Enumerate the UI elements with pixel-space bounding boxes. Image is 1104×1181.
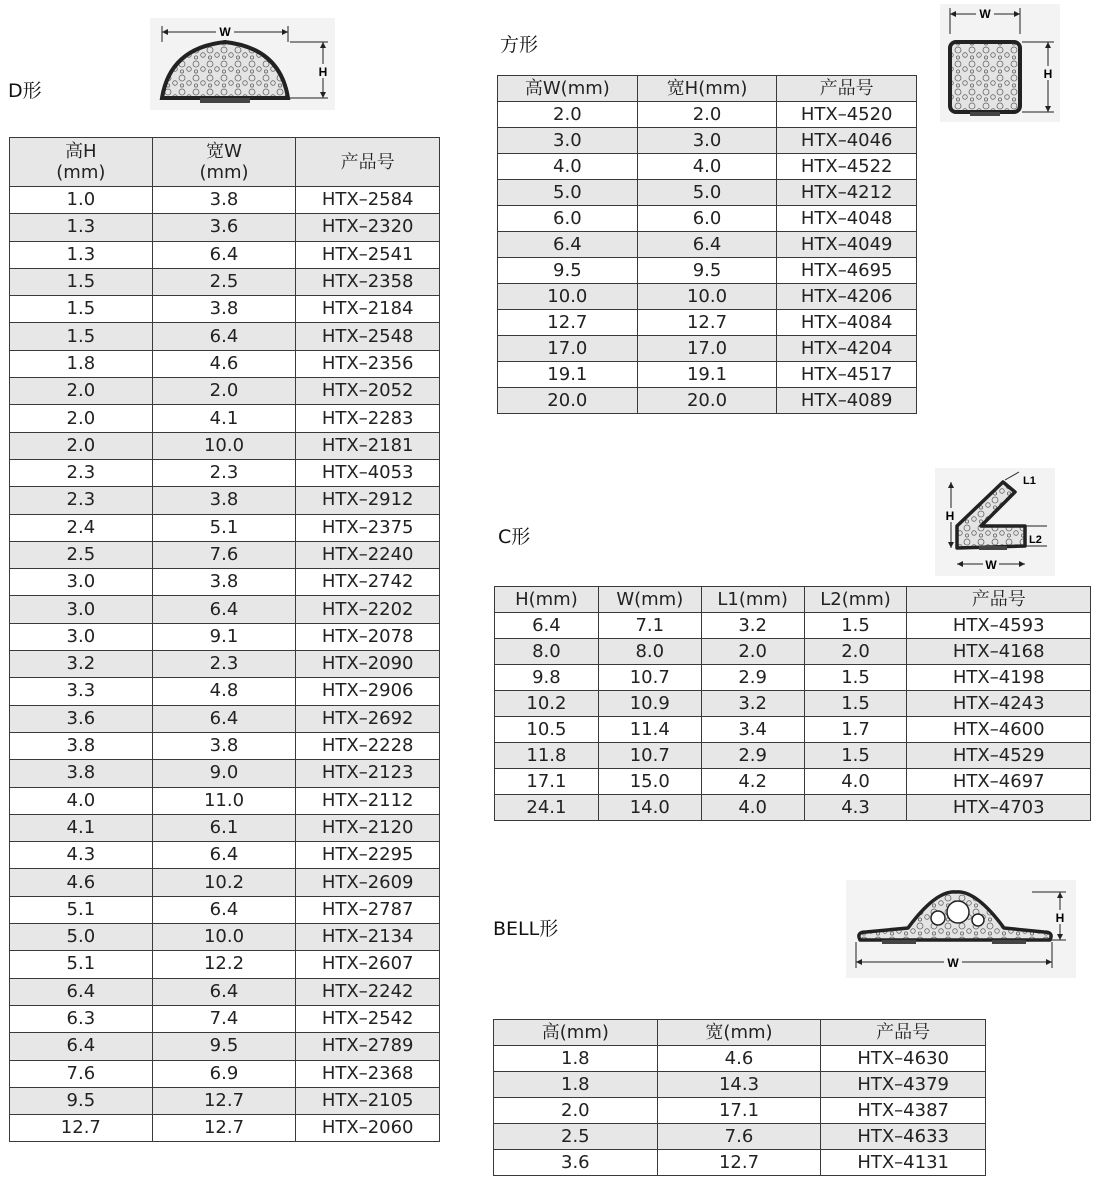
table-cell: HTX–4212: [777, 180, 917, 206]
table-row: [10, 978, 440, 1005]
table-cell: 3.8: [10, 732, 153, 759]
table-cell: HTX–4206: [777, 284, 917, 310]
table-cell: 6.0: [498, 206, 638, 232]
table-header-row: [494, 1020, 986, 1046]
table-cell: 3.4: [701, 717, 804, 743]
bell-shape-table: [493, 1019, 986, 1176]
table-row: [10, 896, 440, 923]
column-header: 产品号: [777, 76, 917, 102]
table-cell: HTX–2123: [296, 760, 440, 787]
table-cell: HTX–4695: [777, 258, 917, 284]
table-cell: 5.0: [637, 180, 777, 206]
table-row: [10, 268, 440, 295]
table-cell: 4.3: [804, 795, 907, 821]
table-cell: HTX–2548: [296, 323, 440, 350]
square-width-label: W: [979, 7, 991, 21]
c-shape-table: [494, 586, 1091, 821]
table-cell: 7.6: [657, 1124, 821, 1150]
table-cell: 11.0: [152, 787, 296, 814]
table-cell: 6.4: [498, 232, 638, 258]
table-row: [495, 717, 1091, 743]
table-cell: HTX–2078: [296, 623, 440, 650]
table-cell: HTX–4593: [907, 613, 1091, 639]
column-header: L2(mm): [804, 587, 907, 613]
table-cell: HTX–2789: [296, 1033, 440, 1060]
table-cell: 6.0: [637, 206, 777, 232]
table-row: [10, 378, 440, 405]
table-cell: 3.0: [10, 596, 153, 623]
table-row: [494, 1046, 986, 1072]
table-row: [10, 296, 440, 323]
table-row: [498, 180, 917, 206]
table-row: [495, 613, 1091, 639]
table-cell: HTX–2692: [296, 705, 440, 732]
table-cell: 8.0: [598, 639, 701, 665]
table-cell: 4.6: [657, 1046, 821, 1072]
table-cell: 9.5: [10, 1087, 153, 1114]
table-header-row: [10, 138, 440, 187]
table-row: [495, 639, 1091, 665]
table-cell: 2.0: [10, 432, 153, 459]
table-cell: 12.7: [498, 310, 638, 336]
table-cell: 3.2: [701, 613, 804, 639]
table-cell: 5.1: [10, 896, 153, 923]
square-shape-table: [497, 75, 917, 414]
table-row: [10, 814, 440, 841]
table-header-row: [498, 76, 917, 102]
table-row: [10, 760, 440, 787]
column-header: W(mm): [598, 587, 701, 613]
table-row: [10, 678, 440, 705]
table-row: [498, 154, 917, 180]
bell-height-label: H: [1055, 911, 1065, 925]
d-height-label: H: [318, 65, 328, 79]
table-cell: HTX–4529: [907, 743, 1091, 769]
table-cell: 6.9: [152, 1060, 296, 1087]
table-cell: 2.0: [637, 102, 777, 128]
table-row: [10, 869, 440, 896]
table-row: [10, 241, 440, 268]
table-cell: 3.0: [10, 623, 153, 650]
c-height-label: H: [945, 509, 955, 523]
column-header: 高W(mm): [498, 76, 638, 102]
c-shape-diagram: [935, 468, 1055, 576]
table-cell: 3.3: [10, 678, 153, 705]
table-cell: 1.8: [10, 350, 153, 377]
c-l2-label: L2: [1029, 534, 1042, 546]
table-row: [10, 842, 440, 869]
table-cell: HTX–2584: [296, 187, 440, 214]
table-cell: 1.8: [494, 1072, 658, 1098]
table-cell: 10.7: [598, 665, 701, 691]
table-cell: 15.0: [598, 769, 701, 795]
table-cell: 8.0: [495, 639, 599, 665]
table-cell: HTX–2541: [296, 241, 440, 268]
column-header: 宽(mm): [657, 1020, 821, 1046]
table-cell: 12.7: [152, 1087, 296, 1114]
table-cell: HTX–4084: [777, 310, 917, 336]
table-cell: 10.7: [598, 743, 701, 769]
table-cell: 6.4: [495, 613, 599, 639]
table-cell: 11.8: [495, 743, 599, 769]
table-row: [10, 924, 440, 951]
table-row: [498, 206, 917, 232]
column-header: L1(mm): [701, 587, 804, 613]
table-row: [498, 388, 917, 414]
table-cell: HTX–4168: [907, 639, 1091, 665]
table-cell: 1.5: [804, 613, 907, 639]
table-row: [10, 350, 440, 377]
table-cell: 12.7: [152, 1115, 296, 1142]
table-cell: 1.3: [10, 241, 153, 268]
table-cell: HTX–4697: [907, 769, 1091, 795]
table-cell: 9.8: [495, 665, 599, 691]
table-cell: 5.1: [152, 514, 296, 541]
table-row: [498, 232, 917, 258]
table-cell: 14.3: [657, 1072, 821, 1098]
table-cell: HTX–2542: [296, 1005, 440, 1032]
table-cell: 17.1: [495, 769, 599, 795]
table-row: [10, 323, 440, 350]
table-row: [494, 1098, 986, 1124]
table-cell: 6.4: [152, 978, 296, 1005]
table-cell: 3.8: [152, 296, 296, 323]
table-cell: 1.7: [804, 717, 907, 743]
table-cell: 10.9: [598, 691, 701, 717]
c-l1-label: L1: [1023, 475, 1036, 487]
table-cell: HTX–2912: [296, 487, 440, 514]
table-cell: 3.2: [701, 691, 804, 717]
table-cell: 3.6: [10, 705, 153, 732]
table-cell: 10.2: [152, 869, 296, 896]
table-cell: HTX–4243: [907, 691, 1091, 717]
table-row: [498, 362, 917, 388]
bell-width-label: W: [947, 956, 959, 970]
table-cell: 10.0: [152, 432, 296, 459]
table-cell: 4.0: [637, 154, 777, 180]
table-cell: 6.4: [152, 842, 296, 869]
table-cell: 3.0: [498, 128, 638, 154]
c-shape-label: C形: [498, 526, 531, 548]
table-cell: 20.0: [637, 388, 777, 414]
table-row: [498, 284, 917, 310]
table-cell: 2.0: [494, 1098, 658, 1124]
table-cell: HTX–2240: [296, 541, 440, 568]
table-cell: 10.2: [495, 691, 599, 717]
d-shape-table: [9, 137, 440, 1142]
table-cell: 2.0: [10, 405, 153, 432]
table-cell: HTX–2060: [296, 1115, 440, 1142]
table-cell: 3.8: [152, 569, 296, 596]
table-cell: 9.5: [637, 258, 777, 284]
table-cell: 6.1: [152, 814, 296, 841]
table-cell: 2.4: [10, 514, 153, 541]
table-cell: 2.9: [701, 665, 804, 691]
table-cell: HTX–2090: [296, 651, 440, 678]
table-row: [10, 569, 440, 596]
table-cell: HTX–2202: [296, 596, 440, 623]
table-cell: 3.6: [494, 1150, 658, 1176]
table-cell: 1.5: [10, 268, 153, 295]
table-row: [494, 1124, 986, 1150]
table-row: [10, 1005, 440, 1032]
table-cell: 14.0: [598, 795, 701, 821]
table-cell: 20.0: [498, 388, 638, 414]
table-cell: 7.6: [152, 541, 296, 568]
table-row: [495, 769, 1091, 795]
table-cell: 12.7: [10, 1115, 153, 1142]
table-header-row: [495, 587, 1091, 613]
table-cell: 6.4: [152, 596, 296, 623]
table-cell: 10.0: [637, 284, 777, 310]
table-cell: 2.5: [152, 268, 296, 295]
table-cell: 7.1: [598, 613, 701, 639]
table-cell: 1.5: [10, 296, 153, 323]
table-cell: 6.4: [152, 896, 296, 923]
table-cell: HTX–4048: [777, 206, 917, 232]
table-cell: 3.0: [637, 128, 777, 154]
table-cell: 12.7: [657, 1150, 821, 1176]
table-cell: 1.3: [10, 214, 153, 241]
table-cell: 3.8: [10, 760, 153, 787]
table-cell: 4.6: [10, 869, 153, 896]
table-cell: 3.0: [10, 569, 153, 596]
table-cell: HTX–2228: [296, 732, 440, 759]
table-cell: 1.5: [804, 743, 907, 769]
table-cell: 1.8: [494, 1046, 658, 1072]
table-row: [495, 795, 1091, 821]
table-cell: HTX–2112: [296, 787, 440, 814]
table-row: [10, 487, 440, 514]
table-cell: 17.0: [498, 336, 638, 362]
table-cell: 1.5: [804, 665, 907, 691]
table-cell: HTX–2320: [296, 214, 440, 241]
table-cell: 17.1: [657, 1098, 821, 1124]
table-cell: 9.5: [498, 258, 638, 284]
table-cell: HTX–2607: [296, 951, 440, 978]
table-cell: HTX–2134: [296, 924, 440, 951]
column-header: 产品号: [821, 1020, 986, 1046]
table-cell: 10.0: [152, 924, 296, 951]
table-cell: HTX–4204: [777, 336, 917, 362]
table-cell: 4.2: [701, 769, 804, 795]
table-row: [10, 187, 440, 214]
table-cell: 3.8: [152, 487, 296, 514]
square-height-label: H: [1043, 67, 1053, 81]
table-cell: 12.7: [637, 310, 777, 336]
table-cell: HTX–2283: [296, 405, 440, 432]
table-row: [494, 1150, 986, 1176]
table-cell: 2.0: [10, 378, 153, 405]
table-row: [10, 1087, 440, 1114]
table-cell: 2.5: [494, 1124, 658, 1150]
table-cell: 24.1: [495, 795, 599, 821]
table-cell: 11.4: [598, 717, 701, 743]
table-cell: 6.4: [152, 323, 296, 350]
table-row: [10, 705, 440, 732]
table-row: [10, 214, 440, 241]
table-cell: HTX–2742: [296, 569, 440, 596]
table-row: [498, 310, 917, 336]
c-width-label: W: [985, 558, 997, 572]
table-row: [498, 336, 917, 362]
table-cell: 19.1: [637, 362, 777, 388]
table-row: [10, 651, 440, 678]
table-row: [10, 596, 440, 623]
table-cell: 6.4: [152, 705, 296, 732]
table-row: [10, 514, 440, 541]
table-cell: HTX–4630: [821, 1046, 986, 1072]
table-cell: HTX–2358: [296, 268, 440, 295]
column-header: 产品号: [296, 138, 440, 187]
table-cell: HTX–4520: [777, 102, 917, 128]
table-cell: HTX–4633: [821, 1124, 986, 1150]
table-cell: 4.0: [498, 154, 638, 180]
table-cell: 2.3: [10, 459, 153, 486]
table-cell: HTX–4522: [777, 154, 917, 180]
table-row: [10, 951, 440, 978]
column-header: H(mm): [495, 587, 599, 613]
table-cell: HTX–2295: [296, 842, 440, 869]
table-cell: 2.3: [152, 459, 296, 486]
table-row: [495, 691, 1091, 717]
table-cell: HTX–4198: [907, 665, 1091, 691]
d-shape-label: D形: [8, 80, 42, 102]
column-header: 产品号: [907, 587, 1091, 613]
column-header: 高H (mm): [10, 138, 153, 187]
table-cell: 6.4: [152, 241, 296, 268]
table-cell: 2.0: [701, 639, 804, 665]
table-cell: 9.0: [152, 760, 296, 787]
table-cell: 2.9: [701, 743, 804, 769]
column-header: 宽W (mm): [152, 138, 296, 187]
table-cell: HTX–2375: [296, 514, 440, 541]
table-cell: HTX–4600: [907, 717, 1091, 743]
table-cell: 9.1: [152, 623, 296, 650]
column-header: 高(mm): [494, 1020, 658, 1046]
table-cell: 4.1: [10, 814, 153, 841]
table-row: [10, 623, 440, 650]
table-cell: HTX–2906: [296, 678, 440, 705]
d-shape-diagram: [150, 18, 335, 110]
table-cell: 4.0: [10, 787, 153, 814]
table-row: [10, 459, 440, 486]
table-cell: 6.4: [10, 978, 153, 1005]
table-cell: 2.0: [152, 378, 296, 405]
table-cell: 4.3: [10, 842, 153, 869]
table-cell: 3.6: [152, 214, 296, 241]
table-cell: HTX–4089: [777, 388, 917, 414]
table-row: [10, 1060, 440, 1087]
table-cell: 6.4: [10, 1033, 153, 1060]
table-row: [498, 128, 917, 154]
table-cell: 4.1: [152, 405, 296, 432]
table-row: [498, 102, 917, 128]
table-cell: 5.0: [498, 180, 638, 206]
table-cell: HTX–2105: [296, 1087, 440, 1114]
table-cell: HTX–2184: [296, 296, 440, 323]
table-cell: HTX–4387: [821, 1098, 986, 1124]
table-cell: HTX–2052: [296, 378, 440, 405]
table-cell: 7.6: [10, 1060, 153, 1087]
table-cell: 10.5: [495, 717, 599, 743]
table-cell: 3.8: [152, 732, 296, 759]
table-cell: HTX–4046: [777, 128, 917, 154]
table-cell: HTX–4703: [907, 795, 1091, 821]
bell-shape-diagram: [846, 880, 1076, 978]
table-cell: 4.6: [152, 350, 296, 377]
table-row: [10, 1033, 440, 1060]
table-cell: 4.0: [804, 769, 907, 795]
table-cell: 3.8: [152, 187, 296, 214]
table-cell: 9.5: [152, 1033, 296, 1060]
table-row: [495, 665, 1091, 691]
table-cell: 19.1: [498, 362, 638, 388]
table-row: [10, 405, 440, 432]
table-cell: 6.4: [637, 232, 777, 258]
table-cell: 5.0: [10, 924, 153, 951]
square-shape-label: 方形: [500, 34, 539, 56]
table-cell: 2.0: [498, 102, 638, 128]
table-row: [10, 541, 440, 568]
table-cell: 1.0: [10, 187, 153, 214]
table-cell: HTX–2181: [296, 432, 440, 459]
column-header: 宽H(mm): [637, 76, 777, 102]
d-width-label: W: [219, 25, 231, 39]
bell-shape-label: BELL形: [493, 918, 559, 940]
table-cell: HTX–2609: [296, 869, 440, 896]
table-cell: 2.3: [10, 487, 153, 514]
table-cell: HTX–4049: [777, 232, 917, 258]
table-cell: HTX–2356: [296, 350, 440, 377]
table-cell: HTX–2368: [296, 1060, 440, 1087]
table-cell: HTX–2120: [296, 814, 440, 841]
table-cell: 10.0: [498, 284, 638, 310]
table-cell: 7.4: [152, 1005, 296, 1032]
table-cell: HTX–4379: [821, 1072, 986, 1098]
table-row: [10, 787, 440, 814]
table-cell: HTX–2242: [296, 978, 440, 1005]
table-cell: 4.0: [701, 795, 804, 821]
table-cell: 12.2: [152, 951, 296, 978]
table-cell: 3.2: [10, 651, 153, 678]
table-cell: 1.5: [804, 691, 907, 717]
square-shape-diagram: [940, 4, 1060, 122]
table-cell: 2.5: [10, 541, 153, 568]
table-row: [495, 743, 1091, 769]
table-cell: HTX–4053: [296, 459, 440, 486]
table-row: [10, 1115, 440, 1142]
table-row: [10, 732, 440, 759]
table-cell: 5.1: [10, 951, 153, 978]
table-row: [10, 432, 440, 459]
table-cell: 1.5: [10, 323, 153, 350]
table-cell: 4.8: [152, 678, 296, 705]
table-cell: HTX–4131: [821, 1150, 986, 1176]
table-cell: 6.3: [10, 1005, 153, 1032]
table-cell: HTX–4517: [777, 362, 917, 388]
table-row: [498, 258, 917, 284]
table-row: [494, 1072, 986, 1098]
table-cell: HTX–2787: [296, 896, 440, 923]
table-cell: 2.0: [804, 639, 907, 665]
table-cell: 17.0: [637, 336, 777, 362]
table-cell: 2.3: [152, 651, 296, 678]
